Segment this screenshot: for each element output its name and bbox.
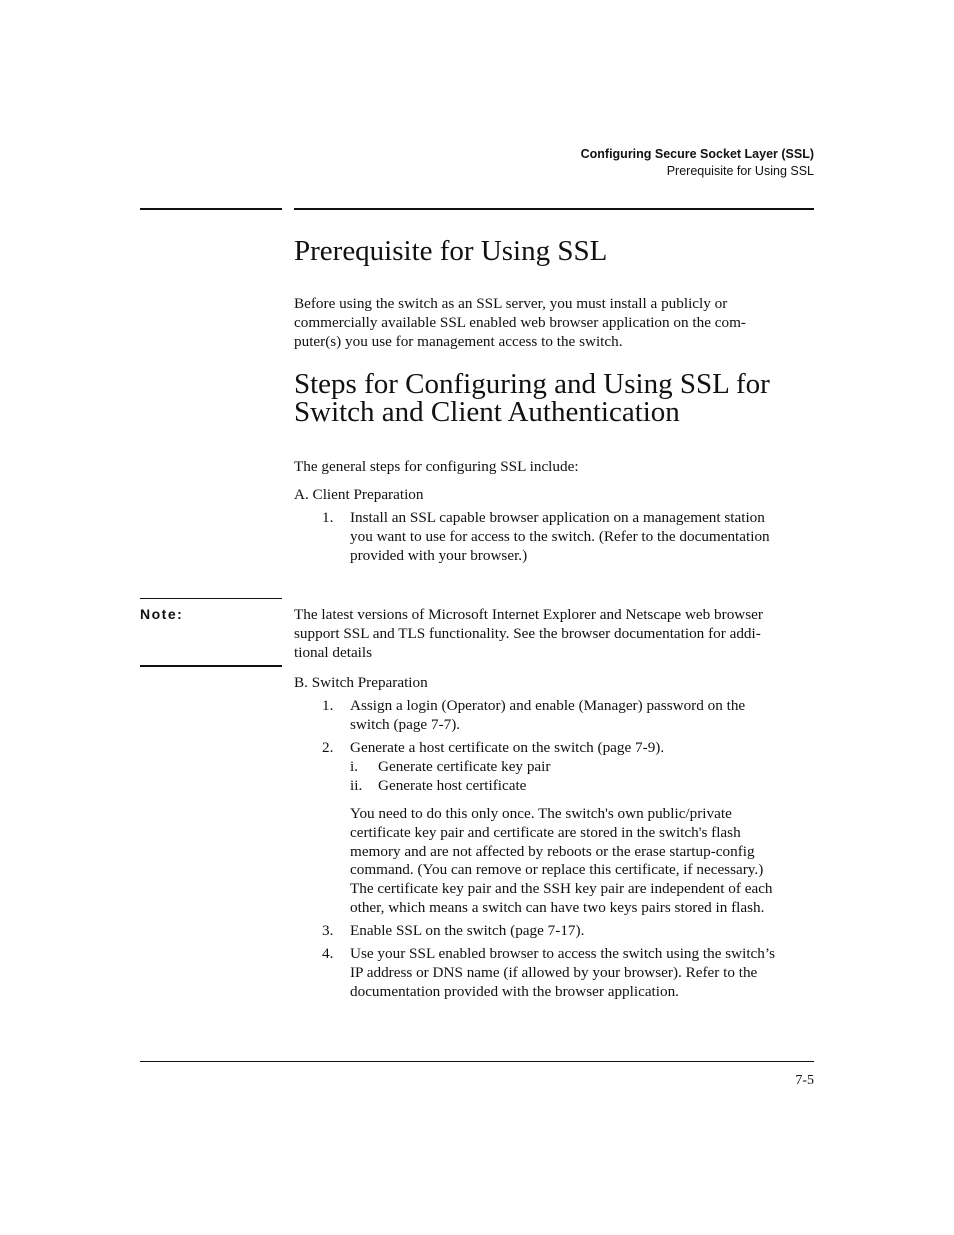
sublist-item: Generate host certificate bbox=[378, 777, 527, 794]
paragraph-line: memory and are not affected by reboots or the erase startup-config bbox=[350, 842, 755, 860]
list-item-line: documentation provided with the browser application. bbox=[350, 982, 679, 1000]
part-b-item-4 bbox=[350, 945, 775, 1001]
part-b-label: B. Switch Preparation bbox=[294, 674, 428, 691]
paragraph-line: other, which means a switch can have two keys pairs stored in flash. bbox=[350, 898, 765, 916]
note-line: tional details bbox=[294, 643, 373, 661]
list-item-line: Install an SSL capable browser application on a management station bbox=[350, 509, 765, 526]
section-title-steps bbox=[294, 370, 770, 426]
list-item-line: provided with your browser.) bbox=[350, 546, 528, 564]
list-item-line: switch (page 7-7). bbox=[350, 715, 461, 733]
page-number: 7-5 bbox=[795, 1073, 814, 1088]
running-header-chapter: Configuring Secure Socket Layer (SSL) bbox=[580, 147, 814, 161]
list-number: 4. bbox=[322, 945, 334, 962]
paragraph-line: The certificate key pair and the SSH key pair are independent of each bbox=[350, 880, 773, 898]
paragraph-line: Before using the switch as an SSL server, you must install a publicly or bbox=[294, 295, 728, 312]
sublist-number: ii. bbox=[350, 777, 363, 794]
note-label: Note: bbox=[140, 606, 184, 622]
top-main-rule bbox=[294, 208, 814, 210]
part-a-item-1 bbox=[350, 509, 770, 565]
note-bottom-rule bbox=[140, 665, 282, 667]
steps-intro: The general steps for configuring SSL include: bbox=[294, 458, 579, 475]
list-item-line: IP address or DNS name (if allowed by your browser). Refer to the bbox=[350, 963, 758, 981]
section-title-prerequisite: Prerequisite for Using SSL bbox=[294, 235, 608, 267]
list-number: 1. bbox=[322, 697, 334, 714]
sublist-number: i. bbox=[350, 758, 359, 775]
paragraph-line: certificate key pair and certificate are stored in the switch's flash bbox=[350, 823, 741, 841]
part-b-item-1 bbox=[350, 697, 745, 735]
list-item-line: you want to use for access to the switch. (Refer to the documentation bbox=[350, 527, 770, 545]
list-item-line: Assign a login (Operator) and enable (Manager) password on the bbox=[350, 697, 746, 714]
section-title-line: Steps for Configuring and Using SSL for bbox=[294, 368, 770, 400]
list-item-line: Use your SSL enabled browser to access the switch using the switch’s bbox=[350, 945, 776, 962]
list-number: 2. bbox=[322, 739, 334, 756]
part-b-item-3: Enable SSL on the switch (page 7-17). bbox=[350, 922, 585, 939]
running-header-section: Prerequisite for Using SSL bbox=[666, 164, 814, 178]
note-top-rule bbox=[140, 598, 282, 599]
part-a-label: A. Client Preparation bbox=[294, 486, 424, 503]
note-text bbox=[294, 606, 763, 662]
prerequisite-paragraph bbox=[294, 295, 746, 351]
part-b-item-2: Generate a host certificate on the switch (page 7-9). bbox=[350, 739, 665, 756]
note-line: The latest versions of Microsoft Internet Explorer and Netscape web browser bbox=[294, 606, 763, 623]
note-line: support SSL and TLS functionality. See the browser documentation for addi- bbox=[294, 624, 761, 642]
section-title-line: Switch and Client Authentication bbox=[294, 396, 680, 428]
paragraph-line: You need to do this only once. The switch's own public/private bbox=[350, 805, 732, 822]
certificate-note-paragraph bbox=[350, 805, 773, 918]
list-number: 3. bbox=[322, 922, 334, 939]
sublist-item: Generate certificate key pair bbox=[378, 758, 551, 775]
paragraph-line: commercially available SSL enabled web browser application on the com- bbox=[294, 313, 746, 331]
paragraph-line: command. (You can remove or replace this certificate, if necessary.) bbox=[350, 861, 764, 879]
paragraph-line: puter(s) you use for management access to the switch. bbox=[294, 332, 623, 350]
list-number: 1. bbox=[322, 509, 334, 526]
footer-rule bbox=[140, 1061, 814, 1062]
top-left-rule bbox=[140, 208, 282, 210]
